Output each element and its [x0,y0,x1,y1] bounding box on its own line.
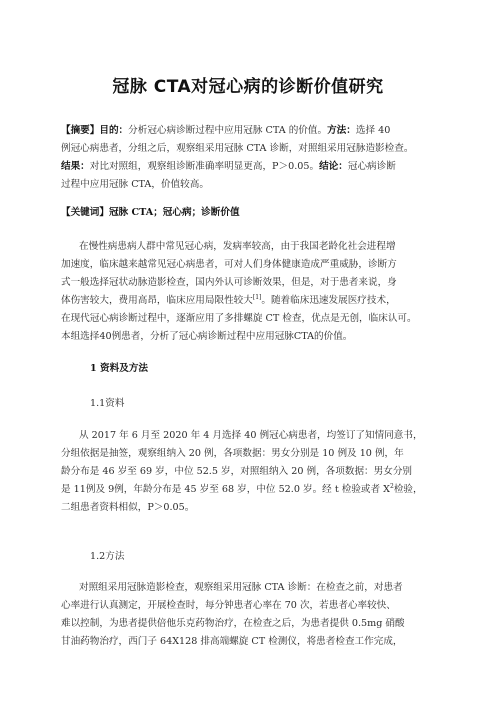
abstract-method-start: 选择 40 [355,125,391,136]
result-label: 结果： [61,161,90,172]
methods-line-4: 甘油药物治疗，西门子 64X128 排高端螺旋 CT 检测仪，将患者检查工作完成， [61,636,403,647]
methods-line-1: 对照组采用冠脉造影检查，观察组采用冠脉 CTA 诊断：在检查之前，对患者 [79,582,403,593]
materials-line-1: 从 2017 年 6 月至 2020 年 4 月选择 40 例冠心病患者，均签订了知情同意书， [79,430,423,441]
abstract-line-2: 例冠心病患者，分组之后，观察组采用冠脉 CTA 诊断，对照组采用冠脉造影检查。 [61,143,414,154]
materials-line-4 [61,481,441,499]
section-heading-1-2: 1.2方法 [90,551,125,562]
keywords-line: 【关键词】冠脉 CTA；冠心病；诊断价值 [61,207,240,218]
intro-line-4-tail: 。随着临床迅速发展医疗技术， [261,295,396,306]
methods-line-3: 难以控制，为患者提供倍他乐克药物治疗，在检查之后，为患者提供 0.5mg 硝酸 [61,618,405,629]
abstract-label: 【摘要】目的： [61,125,129,136]
intro-line-3: 式一般选择冠状动脉造影检查，国内外认可诊断效果，但是，对于患者来说，身 [61,277,397,288]
section-heading-1-1: 1.1资料 [90,398,125,409]
paper-title: 冠脉 CTA对冠心病的诊断价值研究 [112,77,384,97]
abstract-line-1 [61,122,441,140]
abstract-line-4: 过程中应用冠脉 CTA，价值较高。 [61,179,209,190]
intro-line-2: 加速度，临床越来越常见冠心病患者，可对人们身体健康造成严重威胁，诊断方 [61,259,397,270]
materials-line-2: 分组依据是抽签，观察组纳入 20 例，各项数据：男女分别是 10 例及 10 例，年 [61,448,404,459]
materials-paragraph [61,427,441,517]
abstract-result: 对比对照组，观察组诊断准确率明显更高，P＞0.05。 [89,161,320,172]
intro-line-1: 在慢性病患病人群中常见冠心病，发病率较高，由于我国老龄化社会进程增 [79,241,396,252]
intro-line-4-text: 体伤害较大，费用高昂，临床应用局限性较大 [61,295,253,306]
intro-line-6: 本组选择40例患者，分析了冠心病诊断过程中应用冠脉CTA的价值。 [61,331,353,342]
methods-paragraph [61,579,441,651]
abstract-purpose: 分析冠心病诊断过程中应用冠脉 CTA 的价值。 [128,125,328,136]
chi-square-sup: 2 [389,482,394,490]
materials-line-4-tail: 检验， [393,484,423,495]
keywords [61,204,441,222]
intro-paragraph [61,238,441,346]
materials-line-4-text: 是 11例及 9例，年龄分布是 45 岁至 68 岁，中位 52.0 岁。经 t 检验或者 X [61,484,390,495]
conclusion-label: 结论： [319,161,348,172]
citation-ref: [1] [252,293,262,301]
materials-line-5: 二组患者资料相似，P＞0.05。 [61,502,195,513]
method-label: 方法： [327,125,356,136]
methods-line-2: 心率进行认真测定，开展检查时，每分钟患者心率在 70 次，若患者心率较快、 [61,600,396,611]
intro-line-5: 在现代冠心病诊断过程中，逐渐应用了多排螺旋 CT 检查，优点是无创，临床认可。 [61,313,417,324]
section-heading-1: 1 资料及方法 [90,363,148,374]
abstract [61,122,441,194]
abstract-line-3 [61,158,441,176]
abstract-conclusion-start: 冠心病诊断 [347,161,396,172]
materials-line-3: 龄分布是 46 岁至 69 岁，中位 52.5 岁，对照组纳入 20 例，各项数据：男女分别 [61,466,413,477]
intro-line-4 [61,292,441,310]
